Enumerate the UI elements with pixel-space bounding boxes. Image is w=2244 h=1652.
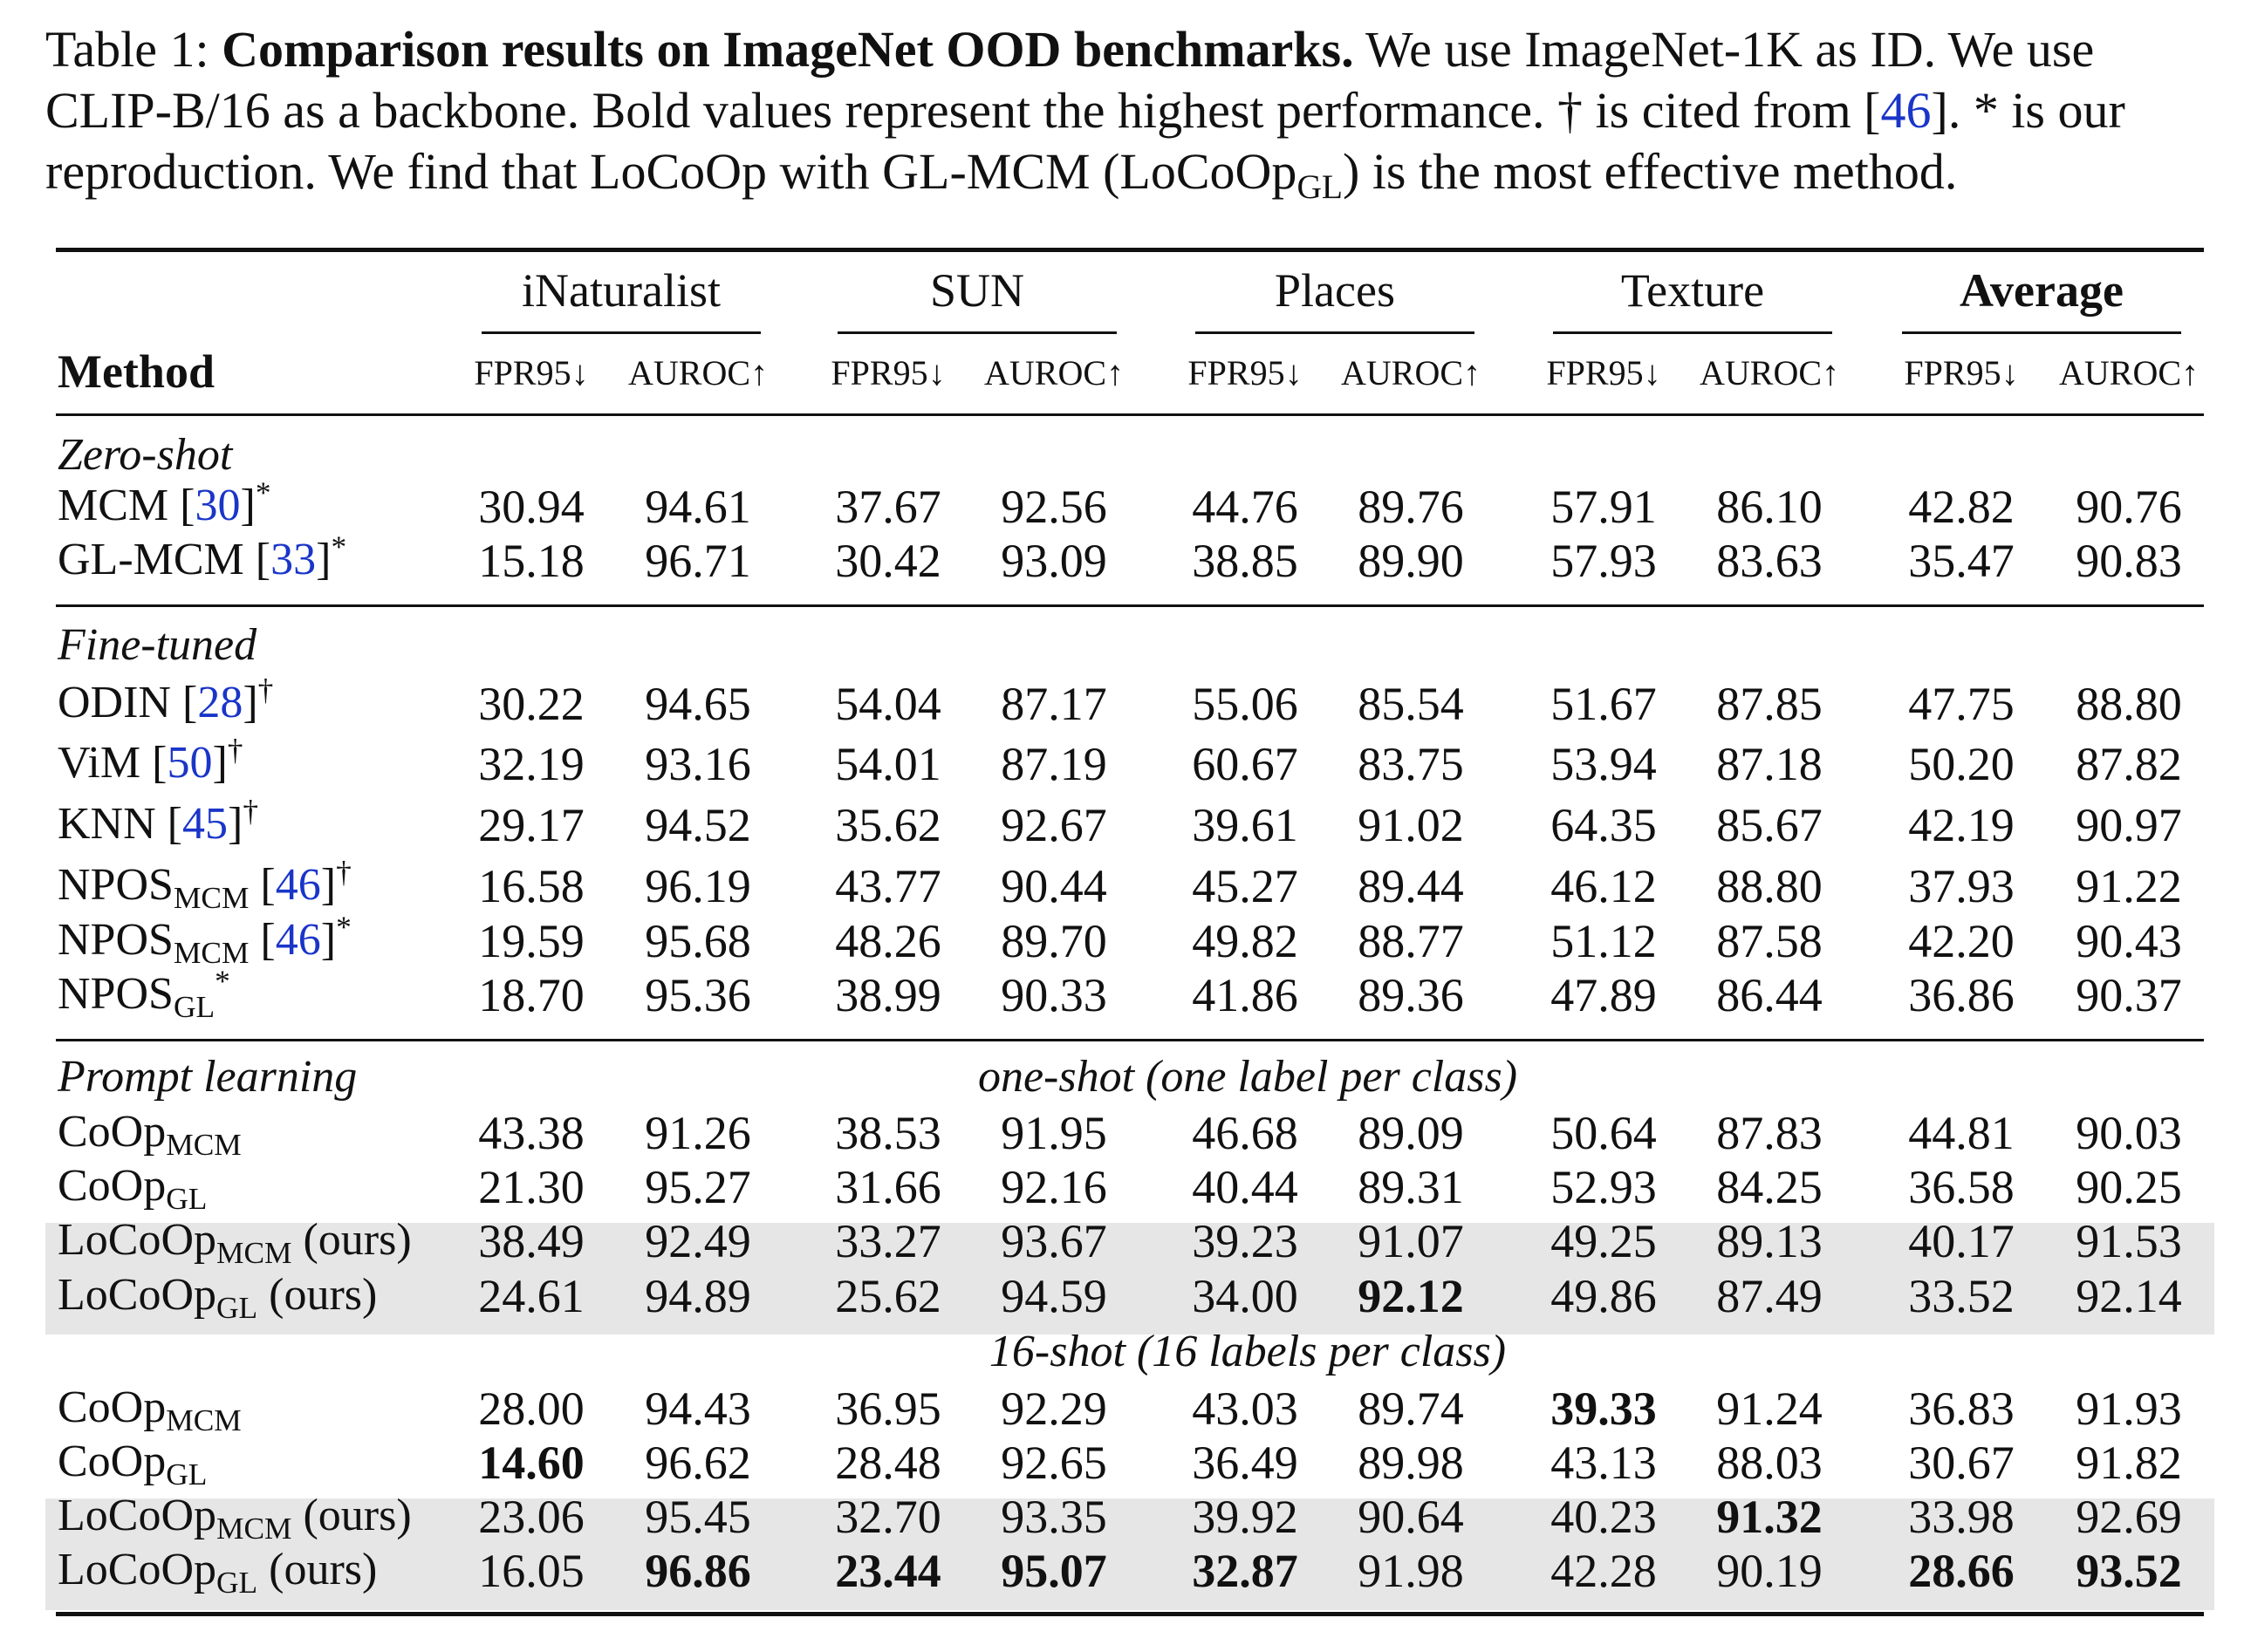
table-cell: 36.83	[1908, 1382, 2015, 1435]
method-label: CoOp	[58, 1437, 167, 1486]
metric-header: AUROC↑	[983, 353, 1125, 393]
table-cell: 88.80	[1716, 860, 1823, 912]
table-cell: 40.17	[1908, 1215, 2015, 1267]
table-cell: 88.80	[2076, 678, 2182, 730]
method-label: LoCoOp	[58, 1215, 216, 1265]
table-cell: 35.47	[1908, 535, 2015, 587]
table-cell: 95.36	[645, 969, 751, 1021]
header-rule	[56, 413, 2204, 416]
citation-link[interactable]: 30	[195, 481, 241, 530]
table-cell: 23.44	[835, 1545, 941, 1597]
table-cell: 57.91	[1550, 481, 1657, 533]
method-name	[58, 529, 347, 585]
table-cell: 44.81	[1908, 1107, 2015, 1159]
table-cell: 91.24	[1716, 1382, 1823, 1435]
table-cell: 91.26	[645, 1107, 751, 1159]
table-cell: 91.98	[1358, 1545, 1464, 1597]
method-subscript: MCM	[216, 1234, 292, 1270]
table-cell: 91.32	[1716, 1491, 1823, 1543]
table-cell: 47.75	[1908, 678, 2015, 730]
table-cell: 91.82	[2076, 1437, 2182, 1489]
table-cell: 34.00	[1192, 1270, 1298, 1322]
table-cell: 33.27	[835, 1215, 941, 1267]
method-name	[58, 1269, 378, 1325]
table-cell: 84.25	[1716, 1161, 1823, 1213]
metric-header: AUROC↑	[1340, 353, 1481, 393]
citation: [30]	[168, 481, 256, 530]
table-cell: 91.53	[2076, 1215, 2182, 1267]
table-cell: 89.44	[1358, 860, 1464, 912]
table-cell: 91.02	[1358, 799, 1464, 851]
table-cell: 89.74	[1358, 1382, 1464, 1435]
section-label: Fine-tuned	[58, 620, 257, 670]
table-cell: 96.71	[645, 535, 751, 587]
method-subscript: MCM	[166, 1402, 242, 1437]
table-cell: 87.49	[1716, 1270, 1823, 1322]
method-subscript: MCM	[173, 879, 250, 915]
table-cell: 32.19	[478, 738, 585, 790]
group-header-texture: Texture	[1620, 264, 1765, 317]
table-cell: 42.28	[1550, 1545, 1657, 1597]
caption-citation-link[interactable]: 46	[1880, 82, 1932, 139]
metric-header: FPR95↓	[831, 353, 946, 393]
table-cell: 89.13	[1716, 1215, 1823, 1267]
table-cell: 18.70	[478, 969, 585, 1021]
table-cell: 92.12	[1358, 1270, 1464, 1322]
table-cell: 42.20	[1908, 915, 2015, 967]
group-underline	[482, 331, 761, 334]
table-cell: 52.93	[1550, 1161, 1657, 1213]
table-cell: 38.53	[835, 1107, 941, 1159]
method-label: KNN	[58, 799, 156, 849]
table-cell: 36.86	[1908, 969, 2015, 1021]
metric-header: AUROC↑	[1699, 353, 1840, 393]
table-cell: 43.03	[1192, 1382, 1298, 1435]
metric-header: FPR95↓	[1904, 353, 2019, 393]
table-cell: 96.62	[645, 1437, 751, 1489]
method-subscript: GL	[216, 1289, 258, 1325]
table-cell: 36.58	[1908, 1161, 2015, 1213]
method-name	[58, 793, 259, 850]
table-cell: 85.67	[1716, 799, 1823, 851]
table-cell: 92.67	[1001, 799, 1107, 851]
table-cell: 86.10	[1716, 481, 1823, 533]
top-rule	[56, 248, 2204, 252]
citation: [33]	[243, 535, 332, 584]
method-name	[58, 1160, 208, 1216]
table-cell: 91.95	[1001, 1107, 1107, 1159]
table-cell: 93.52	[2076, 1545, 2182, 1597]
table-cell: 36.95	[835, 1382, 941, 1435]
metric-header: AUROC↑	[627, 353, 769, 393]
table-cell: 43.38	[478, 1107, 585, 1159]
table-cell: 54.04	[835, 678, 941, 730]
table-cell: 90.97	[2076, 799, 2182, 851]
method-subscript: GL	[166, 1180, 208, 1216]
metric-header: AUROC↑	[2058, 353, 2200, 393]
table-cell: 91.07	[1358, 1215, 1464, 1267]
table-cell: 96.19	[645, 860, 751, 912]
source-mark: *	[331, 529, 347, 564]
table-cell: 32.70	[835, 1491, 941, 1543]
table-cell: 30.22	[478, 678, 585, 730]
table-cell: 46.68	[1192, 1107, 1298, 1159]
table-cell: 36.49	[1192, 1437, 1298, 1489]
source-mark: *	[336, 909, 352, 945]
table-cell: 92.49	[645, 1215, 751, 1267]
table-cell: 90.43	[2076, 915, 2182, 967]
caption-title: Comparison results on ImageNet OOD benchmarks.	[222, 21, 1354, 78]
table-cell: 30.94	[478, 481, 585, 533]
table-cell: 51.67	[1550, 678, 1657, 730]
method-suffix: (ours)	[291, 1215, 412, 1265]
table-cell: 92.65	[1001, 1437, 1107, 1489]
table-cell: 16.58	[478, 860, 585, 912]
method-label: NPOS	[58, 969, 174, 1019]
table-cell: 43.77	[835, 860, 941, 912]
table-cell: 35.62	[835, 799, 941, 851]
table-cell: 43.13	[1550, 1437, 1657, 1489]
table-cell: 38.85	[1192, 535, 1298, 587]
method-name	[58, 1106, 242, 1162]
table-cell: 92.16	[1001, 1161, 1107, 1213]
group-underline	[1553, 331, 1832, 334]
table-cell: 42.19	[1908, 799, 2015, 851]
table-cell: 47.89	[1550, 969, 1657, 1021]
table-cell: 28.66	[1908, 1545, 2015, 1597]
method-label: CoOp	[58, 1382, 167, 1432]
method-name	[58, 1382, 242, 1437]
table-cell: 50.64	[1550, 1107, 1657, 1159]
table-cell: 24.61	[478, 1270, 585, 1322]
group-underline	[1195, 331, 1474, 334]
group-underline	[1902, 331, 2181, 334]
table-cell: 40.44	[1192, 1161, 1298, 1213]
method-name	[58, 1544, 378, 1600]
table-cell: 57.93	[1550, 535, 1657, 587]
table-cell: 93.16	[645, 738, 751, 790]
table-cell: 89.31	[1358, 1161, 1464, 1213]
table-cell: 39.33	[1550, 1382, 1657, 1435]
table-cell: 37.93	[1908, 860, 2015, 912]
method-label: CoOp	[58, 1107, 167, 1157]
method-suffix: (ours)	[291, 1491, 412, 1540]
table-cell: 90.25	[2076, 1161, 2182, 1213]
method-label: GL-MCM	[58, 535, 244, 584]
table-cell: 91.22	[2076, 860, 2182, 912]
method-subscript: GL	[173, 988, 216, 1024]
metric-header: FPR95↓	[1546, 353, 1661, 393]
caption-label: Table 1:	[45, 21, 209, 78]
table-cell: 31.66	[835, 1161, 941, 1213]
caption-text-1: We use ImageNet-1K as ID. We use CLIP-B/16 as a backbone. Bold values represent the highest performance. † is cited from [	[45, 21, 2095, 139]
table-cell: 33.52	[1908, 1270, 2015, 1322]
table-cell: 87.83	[1716, 1107, 1823, 1159]
table-cell: 89.36	[1358, 969, 1464, 1021]
table-cell: 64.35	[1550, 799, 1657, 851]
table-cell: 15.18	[478, 535, 585, 587]
table-cell: 49.86	[1550, 1270, 1657, 1322]
table-cell: 53.94	[1550, 738, 1657, 790]
citation: [50]	[140, 738, 228, 788]
table-cell: 89.76	[1358, 481, 1464, 533]
table-cell: 16.05	[478, 1545, 585, 1597]
table-cell: 92.56	[1001, 481, 1107, 533]
section-rule-2	[56, 1039, 2204, 1041]
table-cell: 87.17	[1001, 678, 1107, 730]
table-cell: 95.07	[1001, 1545, 1107, 1597]
table-cell: 90.83	[2076, 535, 2182, 587]
table-cell: 95.68	[645, 915, 751, 967]
method-name	[58, 909, 352, 970]
source-mark: *	[255, 474, 271, 510]
table-cell: 89.90	[1358, 535, 1464, 587]
method-name	[58, 1436, 208, 1492]
section-label: Prompt learning	[58, 1052, 358, 1102]
citation-link[interactable]: 46	[275, 860, 321, 910]
source-mark: †	[227, 732, 243, 768]
method-label: ODIN	[58, 678, 171, 727]
source-mark: †	[257, 672, 274, 707]
table-cell: 30.67	[1908, 1437, 2015, 1489]
table-cell: 30.42	[835, 535, 941, 587]
table-cell: 96.86	[645, 1545, 751, 1597]
table-cell: 92.29	[1001, 1382, 1107, 1435]
citation: [46]	[249, 915, 337, 965]
citation-link[interactable]: 46	[275, 915, 321, 965]
citation-link[interactable]: 28	[197, 678, 243, 727]
method-subscript: GL	[166, 1456, 208, 1492]
table-cell: 32.87	[1192, 1545, 1298, 1597]
table-cell: 87.82	[2076, 738, 2182, 790]
table-cell: 89.70	[1001, 915, 1107, 967]
table-cell: 51.12	[1550, 915, 1657, 967]
table-cell: 28.48	[835, 1437, 941, 1489]
caption-text-2: ]. * is our reproduction. We find that LoCoOp with GL-MCM (LoCoOp	[45, 82, 2125, 200]
table-cell: 39.23	[1192, 1215, 1298, 1267]
source-mark: †	[336, 854, 352, 890]
table-cell: 87.19	[1001, 738, 1107, 790]
method-label: ViM	[58, 738, 141, 788]
table-cell: 88.03	[1716, 1437, 1823, 1489]
table-cell: 23.06	[478, 1491, 585, 1543]
method-header: Method	[58, 345, 215, 398]
section-label: Zero-shot	[58, 430, 233, 480]
method-subscript: GL	[216, 1564, 258, 1600]
method-label: LoCoOp	[58, 1270, 216, 1320]
table-cell: 55.06	[1192, 678, 1298, 730]
group-header-sun: SUN	[929, 264, 1025, 317]
subsection-label: one-shot (one label per class)	[977, 1052, 1518, 1102]
table-cell: 86.44	[1716, 969, 1823, 1021]
table-cell: 50.20	[1908, 738, 2015, 790]
method-name	[58, 1214, 412, 1270]
table-cell: 94.65	[645, 678, 751, 730]
table-cell: 49.82	[1192, 915, 1298, 967]
citation: [45]	[155, 799, 243, 849]
table-cell: 94.89	[645, 1270, 751, 1322]
table-cell: 91.93	[2076, 1382, 2182, 1435]
method-name	[58, 1490, 412, 1546]
table-cell: 46.12	[1550, 860, 1657, 912]
table-cell: 94.61	[645, 481, 751, 533]
table-cell: 33.98	[1908, 1491, 2015, 1543]
method-suffix: (ours)	[257, 1270, 378, 1320]
caption-text-3: ) is the most effective method.	[1343, 143, 1958, 200]
method-subscript: MCM	[216, 1510, 292, 1546]
table-cell: 21.30	[478, 1161, 585, 1213]
table-cell: 94.59	[1001, 1270, 1107, 1322]
table-cell: 94.52	[645, 799, 751, 851]
table-cell: 42.82	[1908, 481, 2015, 533]
table-cell: 39.92	[1192, 1491, 1298, 1543]
group-underline	[838, 331, 1117, 334]
table-cell: 60.67	[1192, 738, 1298, 790]
bottom-rule	[56, 1612, 2204, 1616]
table-cell: 49.25	[1550, 1215, 1657, 1267]
table-cell: 83.75	[1358, 738, 1464, 790]
table-cell: 87.85	[1716, 678, 1823, 730]
table-cell: 40.23	[1550, 1491, 1657, 1543]
table-cell: 25.62	[835, 1270, 941, 1322]
method-subscript: MCM	[166, 1126, 242, 1162]
table-cell: 19.59	[478, 915, 585, 967]
table-cell: 41.86	[1192, 969, 1298, 1021]
table-cell: 94.43	[645, 1382, 751, 1435]
table-cell: 95.45	[645, 1491, 751, 1543]
method-label: CoOp	[58, 1161, 167, 1211]
table-cell: 90.33	[1001, 969, 1107, 1021]
table-cell: 90.76	[2076, 481, 2182, 533]
table-cell: 87.18	[1716, 738, 1823, 790]
method-name	[58, 732, 243, 788]
group-header-places: Places	[1275, 264, 1395, 317]
citation: [28]	[170, 678, 258, 727]
table-cell: 89.98	[1358, 1437, 1464, 1489]
group-header-inaturalist: iNaturalist	[522, 264, 721, 317]
table-cell: 38.49	[478, 1215, 585, 1267]
table-cell: 83.63	[1716, 535, 1823, 587]
method-label: LoCoOp	[58, 1545, 216, 1594]
table-cell: 90.64	[1358, 1491, 1464, 1543]
table-cell: 90.03	[2076, 1107, 2182, 1159]
section-rule-1	[56, 604, 2204, 607]
table-cell: 45.27	[1192, 860, 1298, 912]
subsection-label: 16-shot (16 labels per class)	[989, 1327, 1507, 1376]
table-cell: 90.37	[2076, 969, 2182, 1021]
table-cell: 14.60	[478, 1437, 585, 1489]
metric-header: FPR95↓	[474, 353, 589, 393]
method-name	[58, 963, 230, 1024]
table-cell: 87.58	[1716, 915, 1823, 967]
table-cell: 39.61	[1192, 799, 1298, 851]
method-name	[58, 474, 271, 531]
table-cell: 93.67	[1001, 1215, 1107, 1267]
method-label: LoCoOp	[58, 1491, 216, 1540]
caption-subscript: GL	[1296, 167, 1343, 207]
table-cell: 28.00	[478, 1382, 585, 1435]
method-label: NPOS	[58, 915, 174, 965]
method-subscript: MCM	[173, 934, 250, 970]
table-cell: 93.09	[1001, 535, 1107, 587]
table-cell: 37.67	[835, 481, 941, 533]
source-mark: *	[215, 963, 230, 999]
citation-link[interactable]: 45	[182, 799, 228, 849]
table-cell: 92.69	[2076, 1491, 2182, 1543]
table-cell: 85.54	[1358, 678, 1464, 730]
citation-link[interactable]: 50	[167, 738, 213, 788]
group-header-average: Average	[1960, 264, 2124, 317]
method-suffix: (ours)	[257, 1545, 378, 1594]
citation: [46]	[249, 860, 337, 910]
method-name	[58, 672, 274, 728]
table-cell: 90.44	[1001, 860, 1107, 912]
method-label: NPOS	[58, 860, 174, 910]
method-name	[58, 854, 352, 915]
table-cell: 54.01	[835, 738, 941, 790]
table-cell: 95.27	[645, 1161, 751, 1213]
table-cell: 92.14	[2076, 1270, 2182, 1322]
table-cell: 89.09	[1358, 1107, 1464, 1159]
table-cell: 29.17	[478, 799, 585, 851]
table-cell: 93.35	[1001, 1491, 1107, 1543]
table-cell: 44.76	[1192, 481, 1298, 533]
citation-link[interactable]: 33	[270, 535, 317, 584]
table-cell: 88.77	[1358, 915, 1464, 967]
table-cell: 38.99	[835, 969, 941, 1021]
method-label: MCM	[58, 481, 169, 530]
source-mark: †	[243, 793, 259, 829]
table-cell: 48.26	[835, 915, 941, 967]
table-cell: 90.19	[1716, 1545, 1823, 1597]
metric-header: FPR95↓	[1187, 353, 1303, 393]
